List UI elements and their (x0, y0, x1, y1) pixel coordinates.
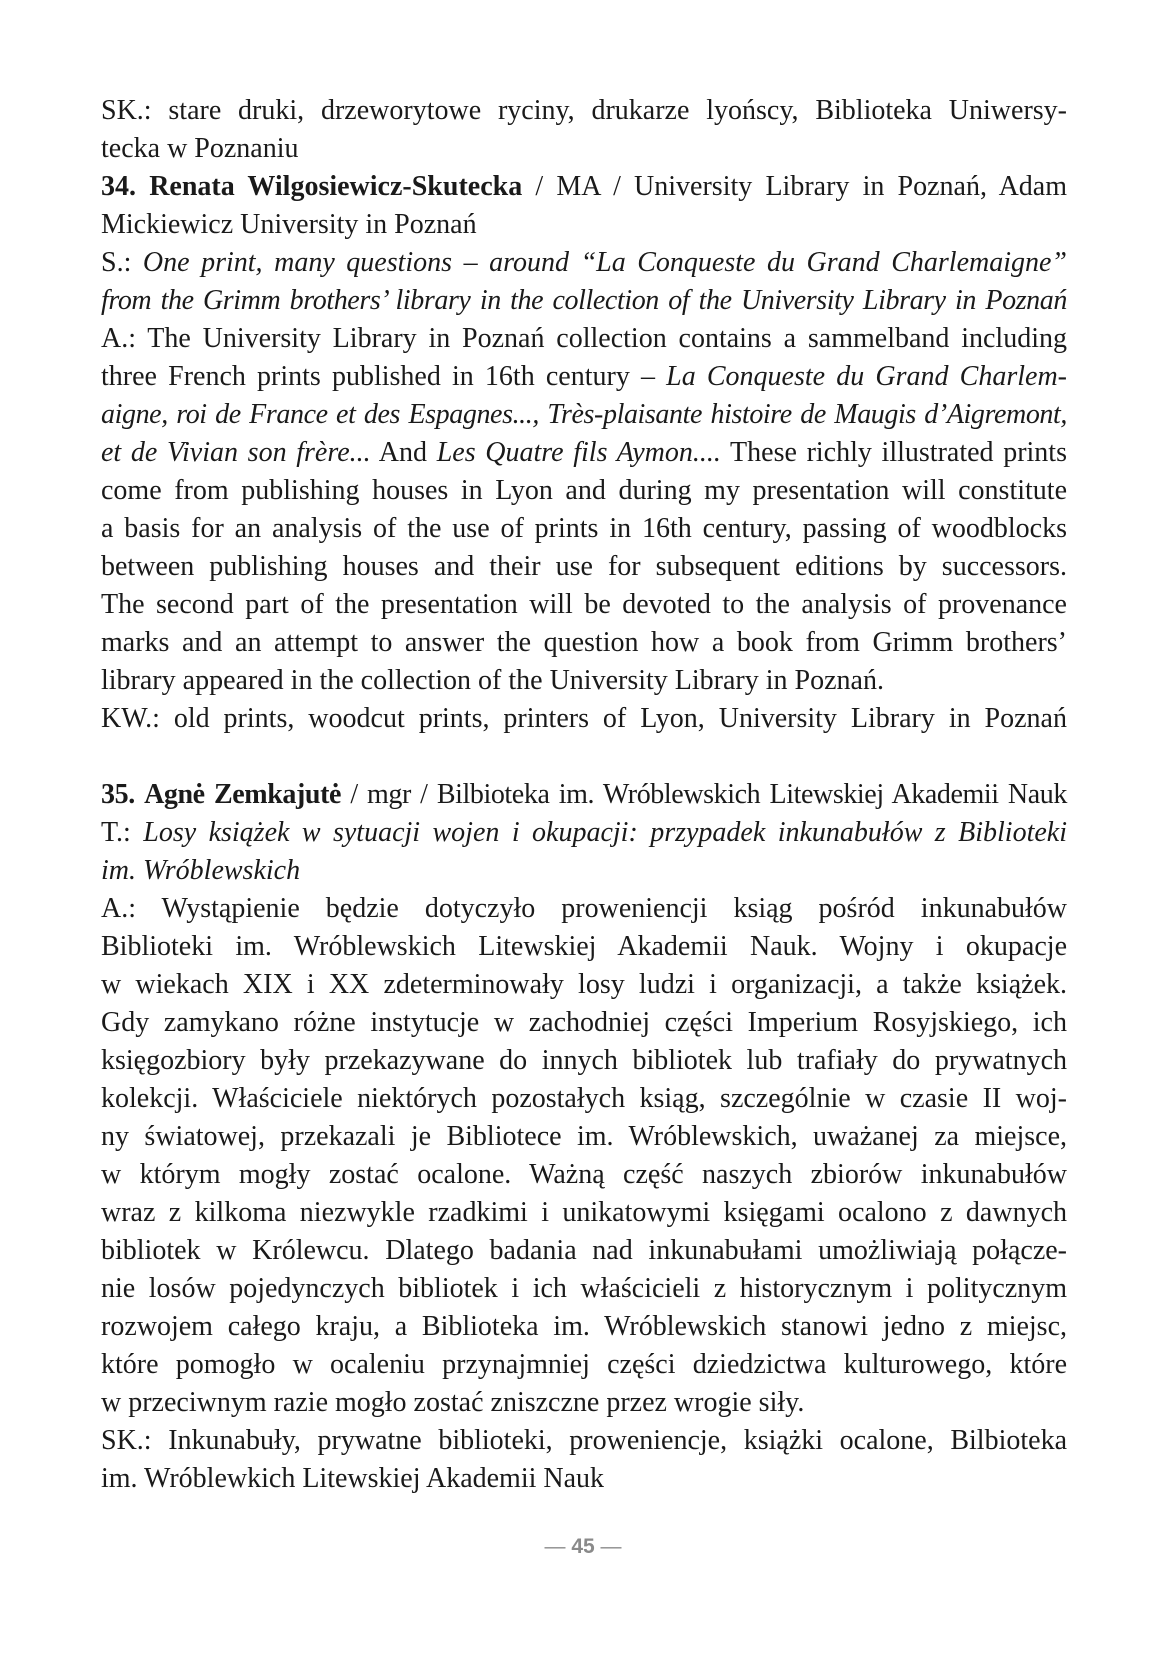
section-gap (101, 738, 1067, 776)
page-footer (0, 1535, 1166, 1559)
entry-35-topic-line1 (101, 814, 1067, 852)
footer-dash-right: — (594, 1535, 622, 1558)
entry-35-author: Agnė Zemkajutė (144, 779, 342, 810)
entry-35-abstract-l6: kolekcji. Właściciele niektórych pozostałych ksiąg, szczególnie w czasie II woj- (101, 1083, 1067, 1114)
entry-34-author: Renata Wilgosiewicz-Skutecka (149, 171, 523, 202)
entry-35-keywords-line1: SK.: Inkunabuły, prywatne biblioteki, proweniencje, książki ocalone, Bilbioteka (101, 1425, 1067, 1456)
entry-34-abstract-l4d: These richly illustrated prints (720, 437, 1067, 468)
entry-34-abstract-l4a: et de Vivian son frère... (101, 437, 371, 468)
entry-35-affiliation: / mgr / Bilbioteka im. Wróblewskich Litewskiej Akademii Nauk (341, 779, 1067, 810)
entry-34-abstract-l5: come from publishing houses in Lyon and during my presentation will constitute (101, 475, 1067, 506)
entry-34-abstract-l9: marks and an attempt to answer the question how a book from Grimm brothers’ (101, 627, 1067, 658)
entry-34-abstract-l3: aigne, roi de France et des Espagnes..., Très-plaisante histoire de Maugis d’Aigremont, (101, 399, 1067, 430)
entry-34-header (101, 168, 1067, 206)
entry-35-abstract-l2: Biblioteki im. Wróblewskich Litewskiej Akademii Nauk. Wojny i okupacje (101, 931, 1067, 962)
entry-34-abstract-l2a: three French prints published in 16th century – (101, 361, 667, 392)
entry-35-abstract-l10: bibliotek w Królewcu. Dlatego badania nad inkunabułami umożliwiają połącze- (101, 1235, 1067, 1266)
entry-35-abstract-l11: nie losów pojedynczych bibliotek i ich właścicieli z historycznym i politycznym (101, 1273, 1067, 1304)
entry-35-topic-line2: im. Wróblewskich (101, 855, 301, 886)
entry-34-subject-line2: from the Grimm brothers’ library in the collection of the University Library in Poznań (101, 285, 1067, 316)
entry-35-abstract-l3: w wiekach XIX i XX zdeterminowały losy ludzi i organizacji, a także książek. (101, 969, 1067, 1000)
entry-34-affiliation-part2: Mickiewicz University in Poznań (101, 209, 477, 240)
entry-35-abstract-l14: w przeciwnym razie mogło zostać zniszczne przez wrogie siły. (101, 1387, 805, 1418)
entry-35-abstract-l8: w którym mogły zostać ocalone. Ważną część naszych zbiorów inkunabułów (101, 1159, 1067, 1190)
entry-35-topic-text1: Losy książek w sytuacji wojen i okupacji: przypadek inkunabułów z Biblioteki (143, 817, 1067, 848)
page-number: 45 (571, 1535, 595, 1558)
entry-35-topic-label: T.: (101, 817, 144, 848)
footer-dash-left: — (544, 1535, 572, 1558)
entry-34-abstract-l2b: La Conqueste du Grand Charlem- (666, 361, 1067, 392)
intro-keywords-line1: SK.: stare druki, drzeworytowe ryciny, drukarze lyońscy, Biblioteka Uniwersy- (101, 95, 1067, 126)
entry-34-abstract-l10: library appeared in the collection of the University Library in Poznań. (101, 665, 884, 696)
entry-35-abstract-l4: Gdy zamykano różne instytucje w zachodniej części Imperium Rosyjskiego, ich (101, 1007, 1067, 1038)
entry-34-abstract-l6: a basis for an analysis of the use of prints in 16th century, passing of woodblocks (101, 513, 1067, 544)
entry-34-abstract-l8: The second part of the presentation will be devoted to the analysis of provenance (101, 589, 1067, 620)
entry-34-abstract-l4c: Les Quatre fils Aymon.... (436, 437, 721, 468)
entry-34-abstract-l4b: And (370, 437, 437, 468)
entry-35-abstract-l7: ny światowej, przekazali je Bibliotece im. Wróblewskich, uważanej za miejsce, (101, 1121, 1067, 1152)
entry-34-keywords: KW.: old prints, woodcut prints, printers of Lyon, University Library in Poznań (101, 703, 1067, 734)
entry-35-number: 35. (101, 779, 135, 810)
entry-34-affiliation-part1: / MA / University Library in Poznań, Adam (522, 171, 1068, 202)
entry-35-abstract-l13: które pomogło w ocaleniu przynajmniej części dziedzictwa kulturowego, które (101, 1349, 1067, 1380)
page-content (101, 92, 1067, 1498)
entry-34-abstract-l7: between publishing houses and their use for subsequent editions by successors. (101, 551, 1067, 582)
entry-34-subject-label: S.: (101, 247, 143, 278)
entry-35-abstract-l1: A.: Wystąpienie będzie dotyczyło proweniencji ksiąg pośród inkunabułów (101, 893, 1067, 924)
entry-34-subject-line1 (101, 244, 1067, 282)
entry-34-abstract-l2 (101, 358, 1067, 396)
entry-34-abstract-l1: A.: The University Library in Poznań collection contains a sammelband including (101, 323, 1067, 354)
intro-keywords-line2: tecka w Poznaniu (101, 133, 299, 164)
entry-35-abstract-l5: księgozbiory były przekazywane do innych bibliotek lub trafiały do prywatnych (101, 1045, 1067, 1076)
entry-35-abstract-l12: rozwojem całego kraju, a Biblioteka im. Wróblewskich stanowi jedno z miejsc, (101, 1311, 1067, 1342)
entry-35-abstract-l9: wraz z kilkoma niezwykle rzadkimi i unikatowymi księgami ocalono z dawnych (101, 1197, 1067, 1228)
entry-34-subject-text1: One print, many questions – around “La Conqueste du Grand Charlemaigne” (142, 247, 1067, 278)
entry-34-number: 34. (101, 171, 136, 202)
entry-35-header (101, 776, 1067, 814)
entry-34-abstract-l4 (101, 434, 1067, 472)
entry-35-keywords-line2: im. Wróblewkich Litewskiej Akademii Nauk (101, 1463, 605, 1494)
